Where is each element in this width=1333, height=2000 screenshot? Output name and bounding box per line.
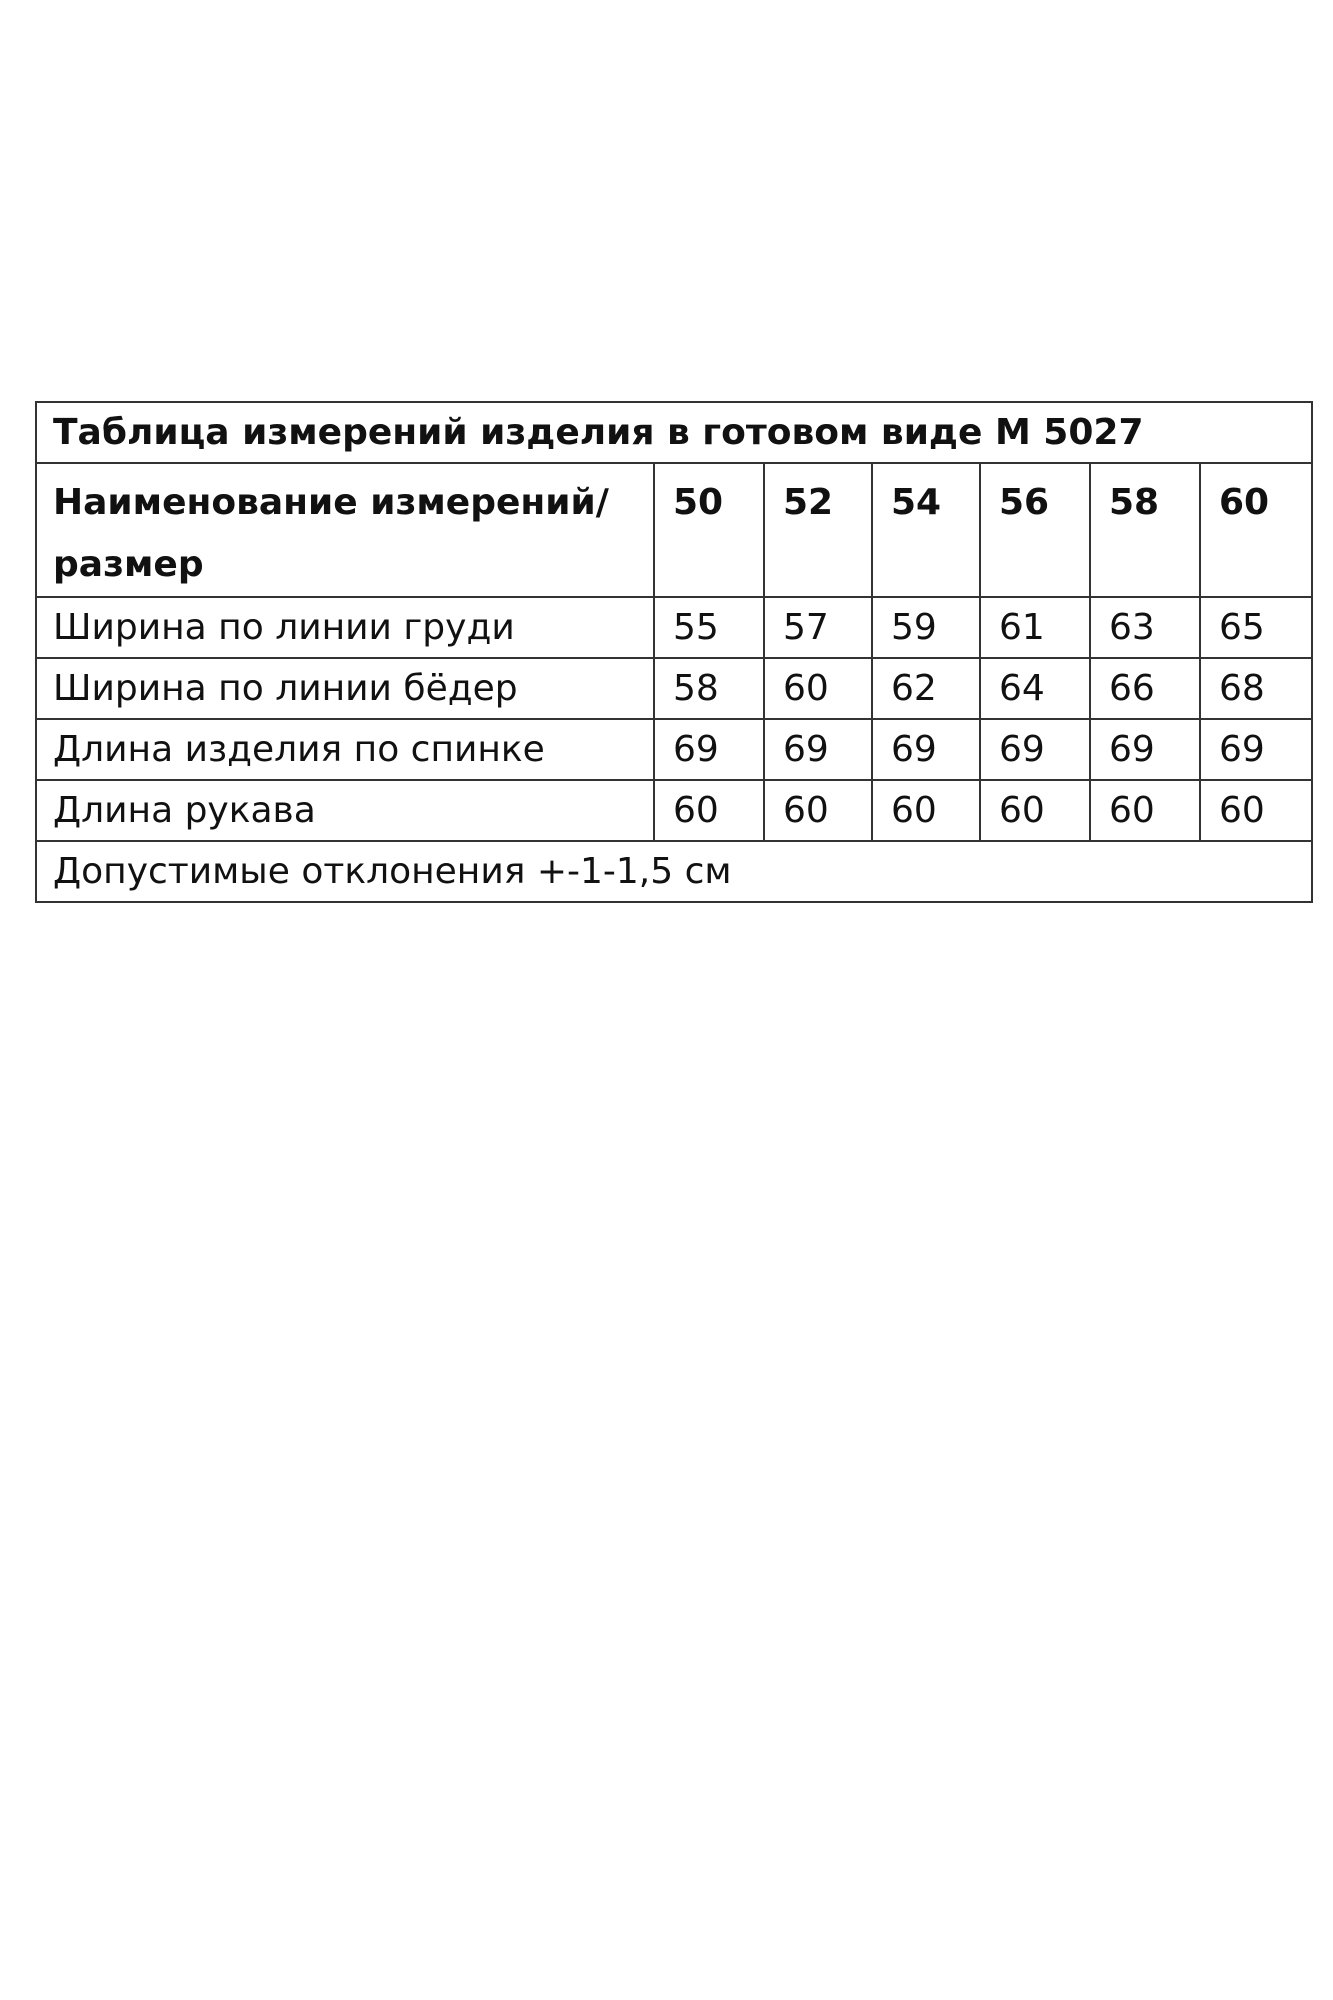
table-cell: 60 <box>764 780 872 841</box>
row-label: Ширина по линии груди <box>36 597 654 658</box>
table-cell: 60 <box>980 780 1090 841</box>
table-cell: 57 <box>764 597 872 658</box>
table-cell: 66 <box>1090 658 1200 719</box>
table-row <box>36 658 1312 719</box>
row-label: Длина рукава <box>36 780 654 841</box>
size-header: 58 <box>1090 463 1200 597</box>
table-cell: 58 <box>654 658 764 719</box>
title-row <box>36 402 1312 463</box>
table-row <box>36 780 1312 841</box>
table-cell: 69 <box>764 719 872 780</box>
table-title: Таблица измерений изделия в готовом виде М 5027 <box>36 402 1312 463</box>
table-cell: 69 <box>1200 719 1312 780</box>
table-cell: 55 <box>654 597 764 658</box>
table-row <box>36 597 1312 658</box>
row-label: Длина изделия по спинке <box>36 719 654 780</box>
measurements-table <box>35 401 1313 903</box>
table-cell: 68 <box>1200 658 1312 719</box>
table-cell: 61 <box>980 597 1090 658</box>
size-header: 60 <box>1200 463 1312 597</box>
size-header: 52 <box>764 463 872 597</box>
header-label: Наименование измерений/размер <box>36 463 654 597</box>
header-row <box>36 463 1312 597</box>
tolerance-note: Допустимые отклонения +-1-1,5 см <box>36 841 1312 902</box>
table-cell: 65 <box>1200 597 1312 658</box>
table-cell: 60 <box>1090 780 1200 841</box>
table-cell: 62 <box>872 658 980 719</box>
table-row <box>36 719 1312 780</box>
row-label: Ширина по линии бёдер <box>36 658 654 719</box>
table-cell: 69 <box>654 719 764 780</box>
table-cell: 69 <box>1090 719 1200 780</box>
table-cell: 64 <box>980 658 1090 719</box>
table-cell: 60 <box>872 780 980 841</box>
size-header: 56 <box>980 463 1090 597</box>
table-cell: 69 <box>872 719 980 780</box>
table-cell: 63 <box>1090 597 1200 658</box>
table-cell: 60 <box>764 658 872 719</box>
size-header: 54 <box>872 463 980 597</box>
size-header: 50 <box>654 463 764 597</box>
table-cell: 69 <box>980 719 1090 780</box>
table-cell: 59 <box>872 597 980 658</box>
note-row <box>36 841 1312 902</box>
table-cell: 60 <box>1200 780 1312 841</box>
table-cell: 60 <box>654 780 764 841</box>
